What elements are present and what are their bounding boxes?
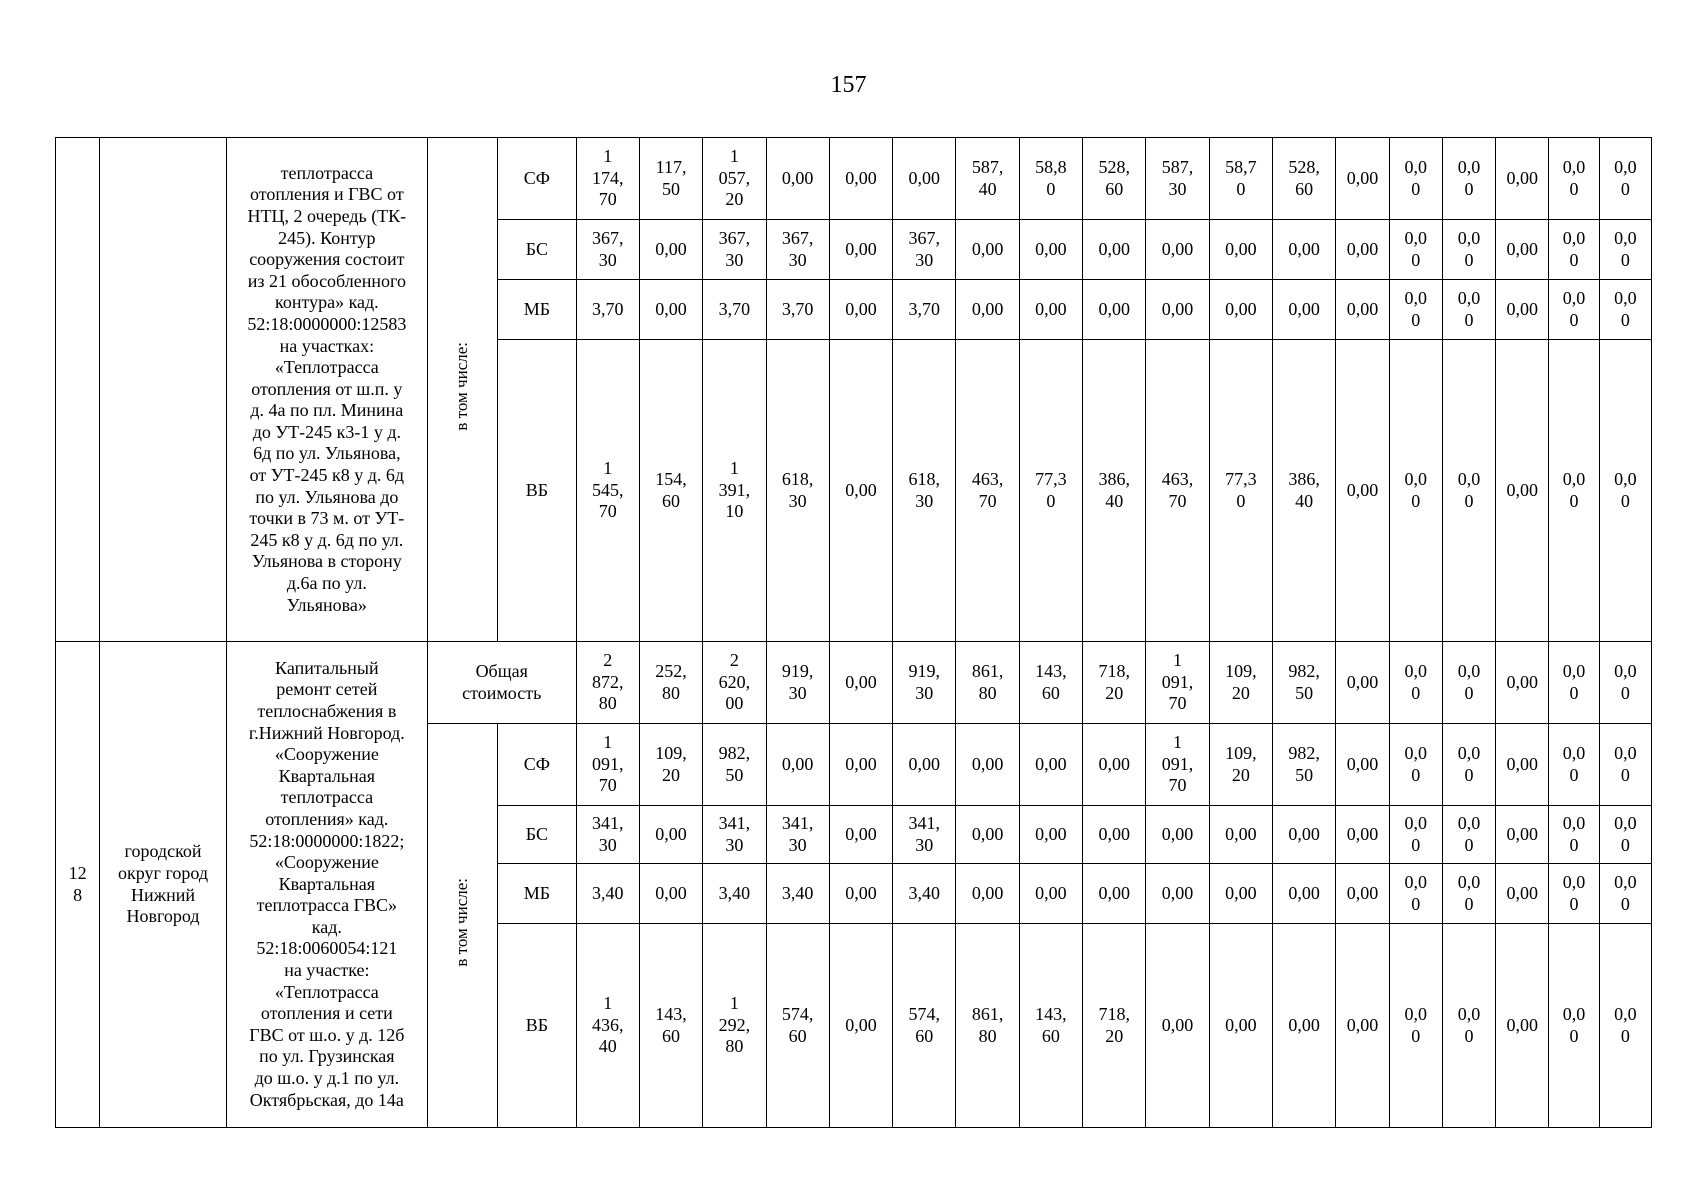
value-cell: 0,00: [1209, 864, 1272, 924]
value-cell: 587, 30: [1146, 138, 1209, 220]
value-cell: 1 091, 70: [1146, 642, 1209, 724]
value-cell: 0,00: [829, 138, 892, 220]
value-cell: 0,0 0: [1549, 924, 1599, 1128]
value-cell: 0,0 0: [1442, 864, 1495, 924]
value-cell: 1 091, 70: [576, 724, 639, 806]
value-cell: 0,00: [1019, 864, 1082, 924]
value-cell: 0,00: [1083, 280, 1146, 340]
value-cell: 982, 50: [1273, 724, 1336, 806]
value-cell: 0,00: [1146, 864, 1209, 924]
value-cell: 0,00: [829, 340, 892, 642]
value-cell: 0,0 0: [1549, 280, 1599, 340]
value-cell: 0,00: [829, 280, 892, 340]
value-cell: 587, 40: [956, 138, 1019, 220]
value-cell: 0,0 0: [1599, 340, 1651, 642]
value-cell: 0,00: [1146, 806, 1209, 864]
value-cell: 0,00: [956, 806, 1019, 864]
value-cell: 109, 20: [1209, 724, 1272, 806]
value-cell: 0,00: [1083, 864, 1146, 924]
value-cell: 0,00: [829, 724, 892, 806]
value-cell: 0,00: [893, 724, 956, 806]
value-cell: 1 436, 40: [576, 924, 639, 1128]
value-cell: 58,7 0: [1209, 138, 1272, 220]
value-cell: 0,0 0: [1599, 724, 1651, 806]
value-cell: 3,40: [893, 864, 956, 924]
value-cell: 341, 30: [576, 806, 639, 864]
funding-source-label: СФ: [498, 724, 576, 806]
value-cell: 0,0 0: [1549, 642, 1599, 724]
value-cell: 154, 60: [639, 340, 702, 642]
value-cell: 0,0 0: [1442, 642, 1495, 724]
value-cell: 0,00: [766, 724, 829, 806]
value-cell: 341, 30: [703, 806, 766, 864]
value-cell: 0,00: [766, 138, 829, 220]
value-cell: 0,00: [1496, 642, 1549, 724]
value-cell: 0,00: [1336, 806, 1389, 864]
value-cell: 0,00: [1273, 864, 1336, 924]
in-including-label-cell: [427, 724, 497, 1128]
value-cell: 919, 30: [766, 642, 829, 724]
funding-source-label: БС: [498, 806, 576, 864]
value-cell: 143, 60: [1019, 642, 1082, 724]
value-cell: 0,00: [1146, 220, 1209, 280]
value-cell: 0,00: [1273, 220, 1336, 280]
value-cell: 0,00: [1496, 724, 1549, 806]
funding-source-label: СФ: [498, 138, 576, 220]
value-cell: 982, 50: [1273, 642, 1336, 724]
value-cell: 0,0 0: [1549, 138, 1599, 220]
in-including-label: в том числе:: [452, 878, 472, 968]
value-cell: 3,70: [766, 280, 829, 340]
value-cell: 0,0 0: [1599, 806, 1651, 864]
value-cell: 3,40: [703, 864, 766, 924]
value-cell: 0,00: [639, 864, 702, 924]
value-cell: 0,00: [1019, 220, 1082, 280]
value-cell: 1 057, 20: [703, 138, 766, 220]
table-row: [56, 642, 1652, 724]
value-cell: 0,0 0: [1549, 864, 1599, 924]
value-cell: 0,00: [956, 220, 1019, 280]
value-cell: 528, 60: [1273, 138, 1336, 220]
value-cell: 3,70: [893, 280, 956, 340]
value-cell: 0,0 0: [1442, 280, 1495, 340]
value-cell: 0,00: [1273, 924, 1336, 1128]
value-cell: 386, 40: [1273, 340, 1336, 642]
value-cell: 143, 60: [1019, 924, 1082, 1128]
row-number: 12 8: [56, 642, 100, 1128]
value-cell: 0,00: [639, 220, 702, 280]
value-cell: 0,00: [1083, 806, 1146, 864]
value-cell: 1 391, 10: [703, 340, 766, 642]
value-cell: 0,00: [1083, 220, 1146, 280]
value-cell: 0,0 0: [1549, 806, 1599, 864]
value-cell: 0,0 0: [1549, 340, 1599, 642]
value-cell: 0,0 0: [1389, 864, 1442, 924]
value-cell: 0,0 0: [1389, 280, 1442, 340]
value-cell: 0,00: [1336, 924, 1389, 1128]
value-cell: 0,00: [1146, 280, 1209, 340]
value-cell: 0,0 0: [1389, 138, 1442, 220]
value-cell: 0,00: [1209, 924, 1272, 1128]
value-cell: 0,0 0: [1389, 340, 1442, 642]
value-cell: 0,00: [1496, 340, 1549, 642]
value-cell: 0,0 0: [1442, 806, 1495, 864]
value-cell: 117, 50: [639, 138, 702, 220]
value-cell: 367, 30: [766, 220, 829, 280]
value-cell: 367, 30: [893, 220, 956, 280]
value-cell: 386, 40: [1083, 340, 1146, 642]
value-cell: 0,00: [1496, 924, 1549, 1128]
value-cell: 0,00: [1336, 340, 1389, 642]
in-including-label-cell: [427, 138, 497, 642]
value-cell: 982, 50: [703, 724, 766, 806]
value-cell: 252, 80: [639, 642, 702, 724]
value-cell: 0,00: [1019, 806, 1082, 864]
value-cell: 0,0 0: [1389, 924, 1442, 1128]
value-cell: 0,00: [829, 924, 892, 1128]
value-cell: 0,0 0: [1442, 924, 1495, 1128]
value-cell: 463, 70: [1146, 340, 1209, 642]
funding-source-label: ВБ: [498, 340, 576, 642]
value-cell: 0,00: [1336, 280, 1389, 340]
value-cell: 0,0 0: [1389, 724, 1442, 806]
value-cell: 0,0 0: [1599, 220, 1651, 280]
object-description: Капитальный ремонт сетей теплоснабжения в г.Нижний Новгород. «Сооружение Квартальная теплотрасса отопления» кад. 52:18:0000000:1822; «Сооружение Квартальная теплотрасса ГВС» кад. 52:18:0060054:121 на участке: «Теплотрасса отопления и сети ГВС от ш.о. у д. 12б по ул. Грузинская до ш.о. у д.1 по ул. Октябрьская, до 14а: [226, 642, 427, 1128]
value-cell: 1 174, 70: [576, 138, 639, 220]
value-cell: 367, 30: [576, 220, 639, 280]
funding-source-label: ВБ: [498, 924, 576, 1128]
value-cell: 0,00: [1496, 138, 1549, 220]
value-cell: 0,00: [1083, 724, 1146, 806]
value-cell: 0,00: [1209, 220, 1272, 280]
value-cell: 0,00: [829, 806, 892, 864]
value-cell: 0,0 0: [1442, 220, 1495, 280]
value-cell: 0,0 0: [1389, 806, 1442, 864]
territory-cell: городской округ город Нижний Новгород: [100, 642, 227, 1128]
value-cell: 0,00: [829, 220, 892, 280]
value-cell: 618, 30: [893, 340, 956, 642]
value-cell: 919, 30: [893, 642, 956, 724]
value-cell: 0,0 0: [1599, 864, 1651, 924]
funding-source-label: БС: [498, 220, 576, 280]
budget-table: [55, 137, 1652, 1128]
value-cell: 77,3 0: [1019, 340, 1082, 642]
value-cell: 0,00: [1496, 806, 1549, 864]
value-cell: 0,00: [1146, 924, 1209, 1128]
value-cell: 77,3 0: [1209, 340, 1272, 642]
funding-source-label: МБ: [498, 864, 576, 924]
value-cell: 0,0 0: [1549, 220, 1599, 280]
value-cell: 2 872, 80: [576, 642, 639, 724]
value-cell: 861, 80: [956, 924, 1019, 1128]
total-cost-label: Общая стоимость: [427, 642, 576, 724]
value-cell: 0,0 0: [1599, 924, 1651, 1128]
page-number: 157: [830, 72, 867, 98]
value-cell: 718, 20: [1083, 924, 1146, 1128]
value-cell: 574, 60: [893, 924, 956, 1128]
value-cell: 0,00: [1019, 724, 1082, 806]
value-cell: 2 620, 00: [703, 642, 766, 724]
value-cell: 0,00: [1496, 864, 1549, 924]
value-cell: 0,00: [1496, 220, 1549, 280]
value-cell: 0,0 0: [1442, 138, 1495, 220]
value-cell: 463, 70: [956, 340, 1019, 642]
value-cell: 0,0 0: [1549, 724, 1599, 806]
value-cell: 0,0 0: [1389, 220, 1442, 280]
value-cell: 0,00: [639, 806, 702, 864]
funding-source-label: МБ: [498, 280, 576, 340]
value-cell: 367, 30: [703, 220, 766, 280]
value-cell: 0,0 0: [1599, 280, 1651, 340]
value-cell: 0,00: [1336, 642, 1389, 724]
value-cell: 0,00: [1496, 280, 1549, 340]
value-cell: 341, 30: [766, 806, 829, 864]
value-cell: 0,00: [893, 138, 956, 220]
value-cell: 0,00: [956, 280, 1019, 340]
value-cell: 3,40: [576, 864, 639, 924]
value-cell: 3,70: [576, 280, 639, 340]
value-cell: 0,00: [956, 864, 1019, 924]
value-cell: 0,00: [1273, 806, 1336, 864]
value-cell: 341, 30: [893, 806, 956, 864]
value-cell: 3,70: [703, 280, 766, 340]
value-cell: 0,0 0: [1442, 724, 1495, 806]
value-cell: 109, 20: [1209, 642, 1272, 724]
value-cell: 1 091, 70: [1146, 724, 1209, 806]
value-cell: 861, 80: [956, 642, 1019, 724]
value-cell: 143, 60: [639, 924, 702, 1128]
value-cell: 0,00: [829, 864, 892, 924]
value-cell: 58,8 0: [1019, 138, 1082, 220]
value-cell: 0,00: [1336, 724, 1389, 806]
territory-cell: [100, 138, 227, 642]
value-cell: 0,0 0: [1599, 138, 1651, 220]
value-cell: 0,00: [1019, 280, 1082, 340]
value-cell: 3,40: [766, 864, 829, 924]
value-cell: 574, 60: [766, 924, 829, 1128]
value-cell: 1 545, 70: [576, 340, 639, 642]
value-cell: 718, 20: [1083, 642, 1146, 724]
value-cell: 618, 30: [766, 340, 829, 642]
row-number: [56, 138, 100, 642]
value-cell: 0,00: [956, 724, 1019, 806]
table-row: [56, 138, 1652, 220]
value-cell: 0,00: [1336, 220, 1389, 280]
value-cell: 0,00: [1336, 138, 1389, 220]
value-cell: 528, 60: [1083, 138, 1146, 220]
value-cell: 0,00: [1209, 280, 1272, 340]
value-cell: 0,00: [1273, 280, 1336, 340]
value-cell: 0,0 0: [1442, 340, 1495, 642]
object-description: теплотрасса отопления и ГВС от НТЦ, 2 очередь (ТК- 245). Контур сооружения состоит из 21 обособленного контура» кад. 52:18:0000000:12583 на участках: «Теплотрасса отопления от ш.п. у д. 4а по пл. Минина до УТ-245 к3-1 у д. 6д по ул. Ульянова, от УТ-245 к8 у д. 6д по ул. Ульянова до точки в 73 м. от УТ- 245 к8 у д. 6д по ул. Ульянова в сторону д.6а по ул. Ульянова»: [226, 138, 427, 642]
value-cell: 0,0 0: [1389, 642, 1442, 724]
value-cell: 0,00: [829, 642, 892, 724]
value-cell: 0,0 0: [1599, 642, 1651, 724]
value-cell: 109, 20: [639, 724, 702, 806]
in-including-label: в том числе:: [452, 342, 472, 432]
value-cell: 0,00: [639, 280, 702, 340]
value-cell: 0,00: [1336, 864, 1389, 924]
value-cell: 0,00: [1209, 806, 1272, 864]
value-cell: 1 292, 80: [703, 924, 766, 1128]
